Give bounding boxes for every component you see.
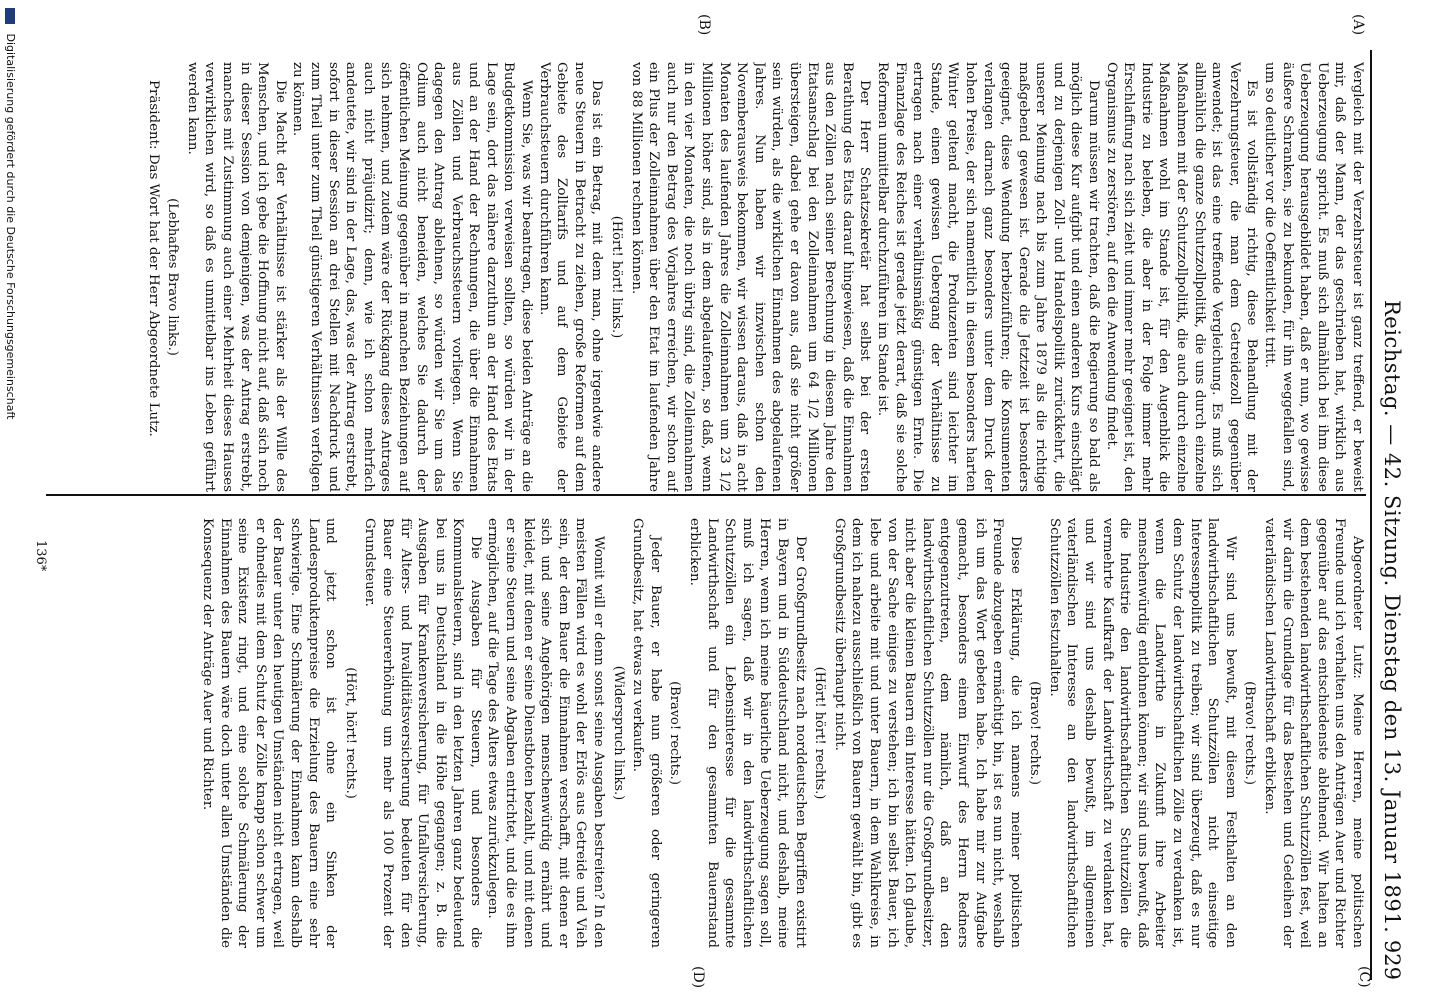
paragraph: Die Macht der Verhältnisse ist stärker als der Wille des Menschen, und ich gebe die Hoffnung nicht auf, daß sich noch in dieser Session von demjenigen, was der Antrag erstrebt, manches mit Zustimmung auch einer Mehrheit dieses Hauses verwirklichen wird, so daß es unmittelbar ins Leben geführt werden kann. <box>184 62 288 492</box>
paragraph: Wir sind uns bewußt, mit diesem Festhalten an den landwirthschaftlichen Schutzzöllen nicht einseitige Interessenpolitik zu treiben; wir sind überzeugt, daß es nur dem Schutz der landwirthschaftlichen Zölle zu verdanken ist, wenn die Landwirthe in Zukunft ihre Arbeiter menschenwürdig entlohnen können; wir sind uns bewußt, daß die Industrie den landwirthschaftlichen Schutzzöllen die vermehrte Kaufkraft der Landwirthschaft zu verdanken hat, und wir sind uns deshalb bewußt, im allgemeinen vaterländischen Interesse an den landwirthschaftlichen Schutzzöllen festzuhalten. <box>1046 518 1238 948</box>
margin-letter-c: (C) <box>1356 966 1372 988</box>
paragraph: Jeder Bauer, er habe nun größeren oder geringeren Grundbesitz, hat etwas zu verkaufen. <box>630 518 663 948</box>
interjection: (Hört, hört! rechts.) <box>342 667 358 799</box>
paragraph: und jetzt schon ist ohne ein Sinken der Landesproduktenpreise die Erzielung des Bauern eine sehr schwierige. Eine Schmälerung der Einnahmen kann deshalb der Bauer unter den heutigen Umständen nicht ertragen, weil er ohnedies mit dem Schutz der Zölle knapp schon schwer um seine Existenz ringt, und eine solche Schmälerung der Einnahmen des Bauern wäre doch unter allen Umständen die Konsequenz der Anträge Auer und Richter. <box>200 518 339 948</box>
page-title: Reichstag. — 42. Sitzung. Dienstag den 13. Januar 1891. <box>1380 300 1404 934</box>
margin-letter-a: (A) <box>1350 14 1366 36</box>
speaker-line: Abgeordneter Lutz: Meine Herren, meine politischen Freunde und ich verhalten uns den Anträgen Auer und Richter gegenüber auf das entschiedenste ablehnend. Wir halten an dem bestehenden landwirthschaftlichen Schutzzöllen fest, weil wir darin die Grundlage für das Bestehen und Gedeihen der vaterländischen Landwirthschaft erblicken. <box>1262 518 1365 948</box>
digitization-footer <box>4 0 17 1000</box>
paragraph: Die Ausgaben für Steuern, und besonders die Kommunalsteuern, sind in den letzten Jahren ganz bedeutend bei uns in Deutschland in die Höhe gegangen; z. B. die Ausgaben für Krankenversicherung, für Unfallversicherung, für Alters- und Invaliditätsversicherung bedeuten für den Bauer eine Steuererhöhung um mehr als 100 Prozent der Grundsteuer. <box>362 518 483 948</box>
paragraph: Vergleich mit der Verzehrsteuer ist ganz treffend, er beweist mir, daß der Mann, der das geschrieben hat, wirklich aus Ueberzeugung spricht. Es muß sich allmählich bei ihm diese Ueberzeugung herausgebildet haben, daß er nun, wo gewisse äußere Schranken, sie zu bekunden, für ihn weggefallen sind, um so deutlicher vor die Oeffentlichkeit tritt. <box>1262 62 1365 492</box>
page-header <box>1374 50 1410 980</box>
paragraph: Der Großgrundbesitz nach norddeutschen Begriffen existirt in Bayern und in Süddeutschland nicht, und deshalb, meine Herren, wenn ich meine bäuerliche Ueberzeugung sagen soll, muß ich sagen, daß wir in den landwirthschaftlichen Schutzzöllen ein Lebensinteresse für die gesammte Landwirthschaft und für den gesammten Bauernstand erblicken. <box>687 518 808 948</box>
interjection: (Hört! hört! links.) <box>609 215 625 339</box>
paragraph: Wenn Sie, was wir beantragen, diese beiden Anträge an die Budgetkommission verweisen sollten, so würden wir in der Lage sein, dort das nähere darzuthun an der Hand des Etats und an der Hand der Rechnungen, die über die Einnahmen aus Zöllen und Verbrauchssteuern vorliegen. Wenn Sie dagegen den Antrag ablehnen, so würden wir Sie um das Odium auch nicht beneiden, welches Sie dadurch der öffentlichen Meinung gegenüber in manchen Beziehungen auf sich nehmen, und zudem wäre der Rückgang dieses Antrages auch nicht präjudizirt; denn, wie ich schon mehrfach andeutete, wir sind in der Lage, das, was der Antrag erstrebt, sofort in dieser Session an drei Stellen mit Nachdruck und zum Theil unter zum Theil günstigeren Verhältnissen verfolgen zu können. <box>290 62 535 492</box>
header-rule <box>1370 50 1372 980</box>
paragraph: Das ist ein Betrag, mit dem man, ohne irgendwie andere neue Steuern in Betracht zu ziehen, große Reformen auf dem Gebiete des Zolltarifs und auf dem Gebiete der Verbrauchsteuern durchführen kann. <box>536 62 605 492</box>
paragraph: Es ist vollständig richtig, diese Behandlung mit der Verzehrungsteuer, die man dem Getreidezoll gegenüber anwendet; ist das eine treffende Vergleichung. Es muß sich allmählich die ganze Schutzzollpolitik, die uns durch einzelne Maßnahmen mit der Schutzzollpolitik, die auch durch einzelne Maßnahmen wohl im Stande ist, für den Augenblick die Industrie zu beleben, die aber in der Folge immer mehr Erschlaffung nach sich zieht und immer mehr geeignet ist, den Organismus zu zerstören, auf den die Anwendung findet. <box>1103 62 1260 492</box>
paragraph: Der Herr Schatzsekretär hat selbst bei der ersten Berathung des Etats darauf hingewiesen, daß die Einnahmen aus den Zöllen nach seiner Berechnung in diesem Jahre den Etatsanschlag bei den Zolleinnahmen um 64 1/2 Millionen übersteigen, dabei gehe er davon aus, daß sie nicht größer sein würden, als die wirklichen Einnahmen des abgelaufenen Jahres. Nun haben wir inzwischen schon den Novemberausweis bekommen, wir wissen daraus, daß in acht Monaten des laufenden Jahres die Zolleinnahmen um 23 1/2 Millionen höher sind, als in dem abgelaufenen, so daß, wenn in den vier Monaten, die noch übrig sind, die Zolleinnahmen auch nur den Betrag des Vorjahres erreichen, wir schon auf ein Plus der Zolleinnahmen über den Etat im laufenden Jahre von 88 Millionen rechnen können. <box>628 62 873 492</box>
interjection: (Bravo! rechts.) <box>1242 681 1258 785</box>
margin-letter-b: (B) <box>696 14 712 36</box>
interjection: (Lebhaftes Bravo links.) <box>165 198 181 356</box>
paragraph: Darum müssen wir trachten, daß die Regierung so bald als möglich diese Kur aufgibt und einen anderen Kurs einschlägt und zu derjenigen Zoll- und Handelspolitik zurückkehrt, die unserer Meinung nach bis zum Jahre 1879 als die richtige maßgebend gewesen ist. Gerade die Jetztzeit ist besonders geeignet, diese Wendung herbeizuführen; die Konsumenten verlangen darnach ganz besonders unter dem Druck der hohen Preise, der sich namentlich in diesem besonders harten Winter geltend macht, die Produzenten sind leichter im Stande, einen gewissen Uebergang der Verhältnisse zu ertragen nach einer verhältnismäßig günstigen Ernte. Die Finanzlage des Reiches ist gerade jetzt derart, daß sie solche Reformen unmittelbar durchzuführen im Stande ist. <box>874 62 1102 492</box>
margin-letter-d: (D) <box>690 966 706 989</box>
page-number: 929 <box>1380 939 1404 980</box>
interjection: (Hört! hört! rechts.) <box>812 666 828 800</box>
paragraph: Womit will er denn sonst seine Ausgaben bestreiten? In den meisten Fällen wird es wohl der Erlös aus Getreide und Vieh sein, der dem Bauer die Einnahmen verschafft, mit denen er sich und seine Angehörigen menschenwürdig ernährt und kleidet, mit denen er seine Dienstboten bezahlt, und mit denen er seine Steuern und seine Abgaben entrichtet, und die es ihm ermöglichen, auf die Tage des Alters etwas zurückzulegen. <box>485 518 607 948</box>
right-column <box>46 518 1366 948</box>
paragraph: Diese Erklärung, die ich namens meiner politischen Freunde abzugeben ermächtigt bin, ist es nun nicht, weshalb ich um das Wort gebeten habe. Ich habe mir zur Aufgabe gemacht, besonders einem Einwurf des Herrn Redners entgegenzutreten, dem nämlich, daß an den landwirthschaftlichen Schutzzöllen nur die Großgrundbesitzer, nicht aber die kleinen Bauern ein Interesse hätten. Ich glaube, von der Sache einiges zu verstehen; ich bin selbst Bauer, ich lebe und arbeite mit und unter Bauern, in dem Wahlkreise, in dem ich nahezu ausschließlich von Bauern gewählt bin, gibt es Großgrundbesitz überhaupt nicht. <box>831 518 1023 948</box>
sheet-signature: 136* <box>33 540 48 572</box>
left-column <box>46 62 1366 492</box>
interjection: (Widerspruch links.) <box>610 665 626 801</box>
interjection: (Bravo! rechts.) <box>1027 681 1043 785</box>
footer-text: Digitalisierung gefördert durch die Deutsche Forschungsgemeinschaft <box>4 33 17 420</box>
dfg-logo-icon <box>5 8 15 24</box>
interjection: (Bravo! rechts.) <box>667 681 683 785</box>
column-divider <box>46 494 1366 496</box>
speaker-line: Präsident: Das Wort hat der Herr Abgeordnete Lutz. <box>145 80 161 437</box>
